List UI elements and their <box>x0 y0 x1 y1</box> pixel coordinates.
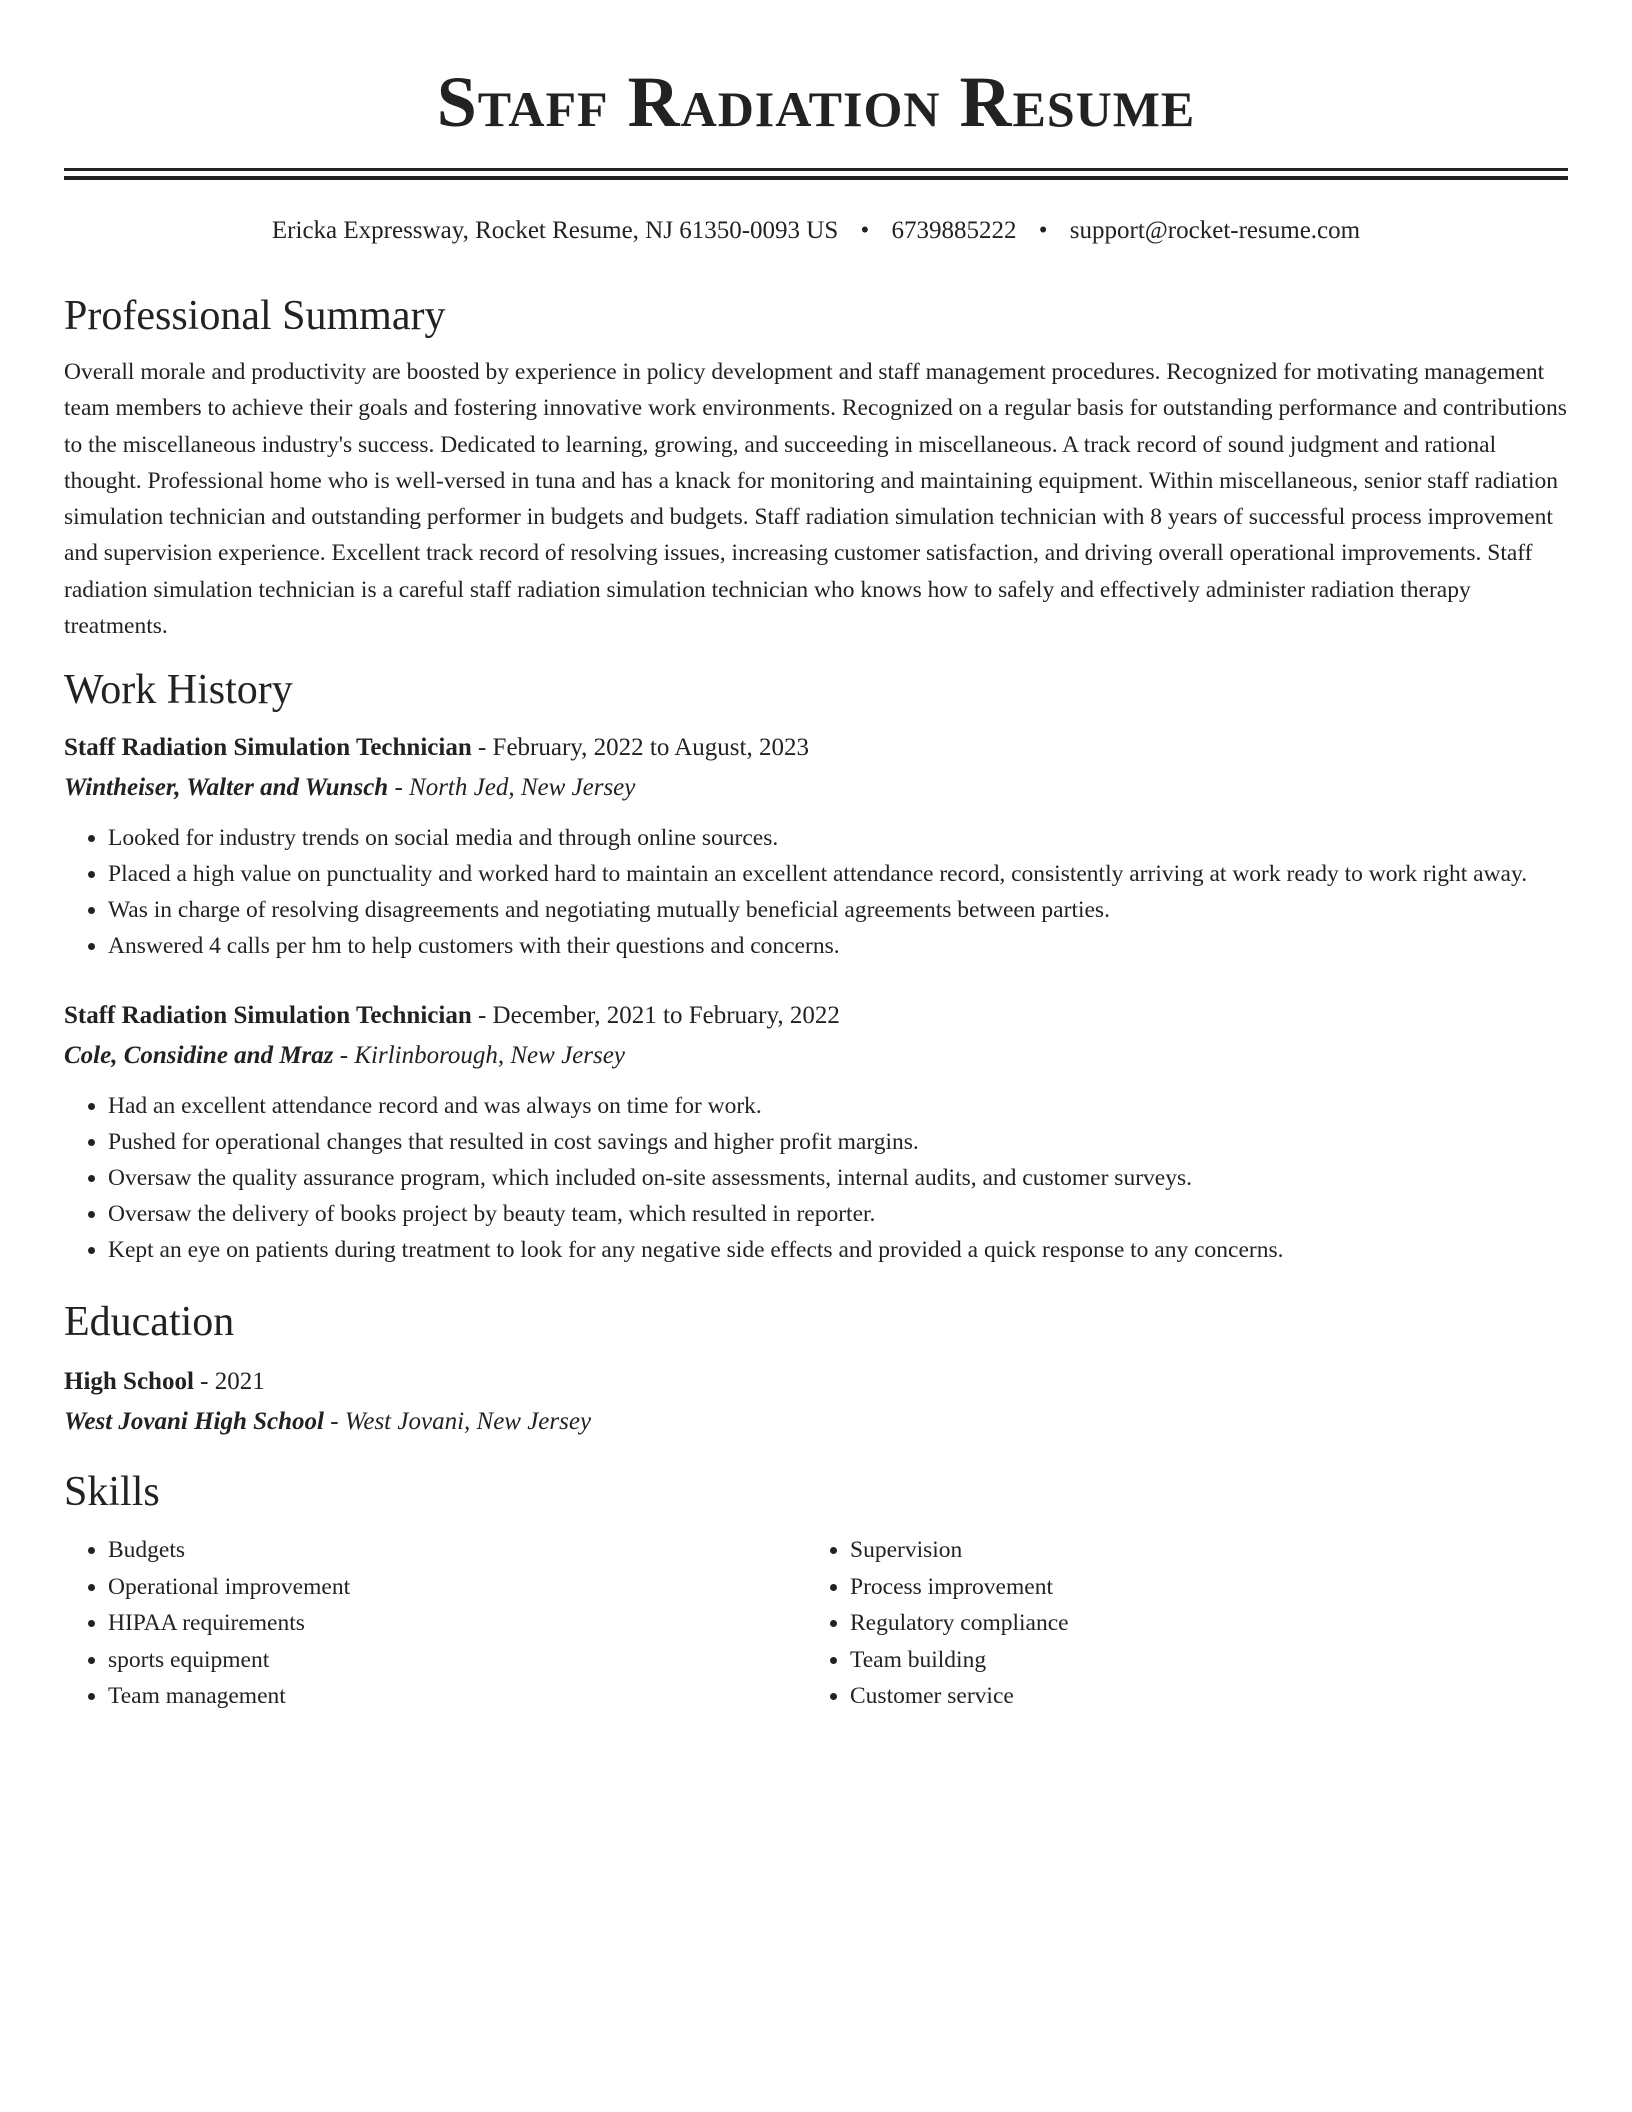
skill-item: • Team building <box>850 1642 1548 1679</box>
job-employer-line <box>64 1036 1568 1076</box>
education-heading <box>64 1362 1568 1402</box>
job-dates: - February, 2022 to August, 2023 <box>471 734 809 762</box>
job-bullets <box>64 1088 1568 1268</box>
skills-section <box>64 1464 1568 1715</box>
job-role: Staff Radiation Simulation Technician <box>64 734 472 762</box>
job-location: - North Jed, New Jersey <box>388 774 636 802</box>
job-bullet: • Oversaw the delivery of books project by beauty team, which resulted in reporter. <box>108 1196 1568 1232</box>
professional-summary-section <box>64 288 1568 644</box>
education-year: - 2021 <box>193 1368 265 1396</box>
education-degree: High School <box>64 1368 194 1396</box>
skill-item: • Customer service <box>850 1678 1548 1715</box>
skill-item: • Operational improvement <box>108 1569 806 1606</box>
contact-phone: 6739885222 <box>891 217 1017 244</box>
job-entry <box>64 728 1568 964</box>
skill-item: • sports equipment <box>108 1642 806 1679</box>
job-entry <box>64 996 1568 1268</box>
section-title-skills: Skills <box>64 1469 160 1516</box>
skill-item: • Process improvement <box>850 1569 1548 1606</box>
job-heading <box>64 996 1568 1036</box>
education-location: - West Jovani, New Jersey <box>324 1408 592 1436</box>
job-location: - Kirlinborough, New Jersey <box>333 1042 625 1070</box>
work-history-section <box>64 662 1568 1268</box>
job-dates: - December, 2021 to February, 2022 <box>471 1002 840 1030</box>
contact-address: Ericka Expressway, Rocket Resume, NJ 61350-0093 US <box>271 217 839 244</box>
contact-separator: • <box>1038 217 1048 244</box>
job-role: Staff Radiation Simulation Technician <box>64 1002 472 1030</box>
skills-column-left <box>64 1532 806 1715</box>
resume-title: Staff Radiation Resume <box>436 62 1196 142</box>
job-employer: Cole, Considine and Mraz <box>64 1042 334 1070</box>
skill-item: • Budgets <box>108 1532 806 1569</box>
summary-text: Overall morale and productivity are boosted by experience in policy development and staff management procedures. Recognized for motivating management team members to achieve their goals and fostering innovative work environments. Recognized on a regular basis for outstanding performance and contributions to the miscellaneous industry's success. Dedicated to learning, growing, and succeeding in miscellaneous. A track record of sound judgment and rational thought. Professional home who is well-versed in tuna and has a knack for monitoring and maintaining equipment. Within miscellaneous, senior staff radiation simulation technician and outstanding performer in budgets and budgets. Staff radiation simulation technician with 8 years of successful process improvement and supervision experience. Excellent track record of resolving issues, increasing customer satisfaction, and driving overall operational improvements. Staff radiation simulation technician is a careful staff radiation simulation technician who knows how to safely and effectively administer radiation therapy treatments. <box>64 359 1567 640</box>
section-title-summary: Professional Summary <box>64 293 446 339</box>
job-bullets <box>64 820 1568 964</box>
education-section <box>64 1294 1568 1442</box>
job-employer: Wintheiser, Walter and Wunsch <box>64 774 389 802</box>
education-school: West Jovani High School <box>64 1408 324 1436</box>
job-bullet: • Looked for industry trends on social media and through online sources. <box>108 820 1568 856</box>
job-bullet: • Placed a high value on punctuality and worked hard to maintain an excellent attendance record, consistently arriving at work ready to work right away. <box>108 856 1568 892</box>
contact-separator: • <box>860 217 870 244</box>
section-title-education: Education <box>64 1299 235 1346</box>
job-employer-line <box>64 768 1568 808</box>
skill-item: • Team management <box>108 1678 806 1715</box>
skill-item: • Supervision <box>850 1532 1548 1569</box>
job-bullet: • Was in charge of resolving disagreements and negotiating mutually beneficial agreements between parties. <box>108 892 1568 928</box>
job-bullet: • Kept an eye on patients during treatment to look for any negative side effects and provided a quick response to any concerns. <box>108 1232 1568 1268</box>
job-bullet: • Answered 4 calls per hm to help customers with their questions and concerns. <box>108 928 1568 964</box>
job-bullet: • Had an excellent attendance record and was always on time for work. <box>108 1088 1568 1124</box>
skills-grid <box>64 1532 1568 1715</box>
education-school-line <box>64 1402 1568 1442</box>
skill-item: • Regulatory compliance <box>850 1605 1548 1642</box>
job-bullet: • Oversaw the quality assurance program, which included on-site assessments, internal audits, and customer surveys. <box>108 1160 1568 1196</box>
job-heading <box>64 728 1568 768</box>
contact-email: support@rocket-resume.com <box>1069 217 1361 244</box>
title-divider <box>64 168 1568 180</box>
skills-column-right <box>806 1532 1548 1715</box>
skill-item: • HIPAA requirements <box>108 1605 806 1642</box>
education-entry <box>64 1362 1568 1442</box>
contact-line <box>64 214 1568 248</box>
section-title-work: Work History <box>64 667 293 714</box>
job-bullet: • Pushed for operational changes that resulted in cost savings and higher profit margins. <box>108 1124 1568 1160</box>
